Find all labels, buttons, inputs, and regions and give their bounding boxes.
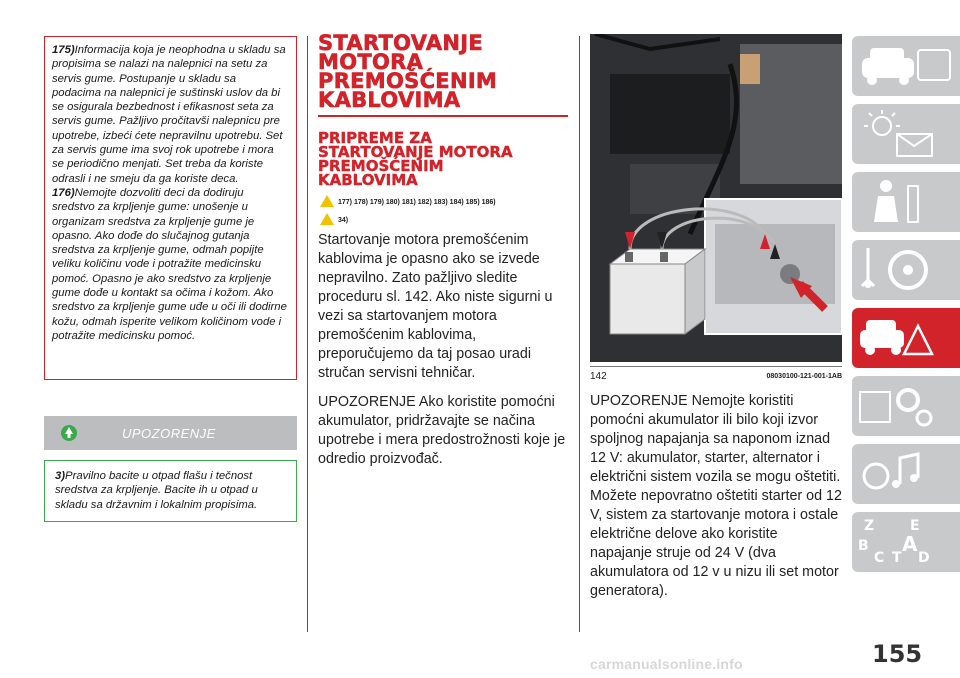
left-column (44, 36, 297, 522)
tab-starting-driving[interactable] (852, 240, 960, 300)
index-letter: B (858, 538, 869, 554)
warning-refs-text: 177) 178) 179) 180) 181) 182) 183) 184) 185) 186) (338, 199, 496, 206)
warning-triangle-icon (320, 195, 334, 207)
index-letter: D (918, 550, 930, 566)
tab-maintenance[interactable] (852, 376, 960, 436)
index-letter: Z (864, 518, 875, 534)
tab-warning-lights[interactable] (852, 104, 960, 164)
title-rule (318, 115, 568, 117)
jump-start-figure (590, 34, 842, 362)
note-3-text: Pravilno bacite u otpad flašu i tečnost sredstva za krpljenje. Bacite ih u otpad u skladu sa državnim i lokalnim propisima. (55, 470, 258, 511)
subsection-title-line: KABLOVIMA (318, 171, 418, 189)
maintenance-gear-icon (852, 376, 960, 436)
index-letter: C (874, 550, 885, 566)
environment-warning-title: UPOZORENJE (122, 426, 216, 441)
index-letter: E (910, 518, 920, 534)
column-divider-2 (579, 36, 580, 632)
tab-safety[interactable] (852, 172, 960, 232)
page-number: 155 (872, 640, 923, 668)
note-175-number: 175) (52, 44, 75, 56)
subsection-title (318, 131, 568, 187)
tab-multimedia[interactable] (852, 444, 960, 504)
car-dashboard-icon (852, 36, 960, 96)
subsection-title-line: STARTOVANJE MOTORA (318, 143, 513, 161)
paragraph-procedure: Startovanje motora premošćenim kablovima je opasno ako se izvede nepravilno. Zato pažljivo sledite proceduru sl. 142. Ako niste sigurni u vezi sa startovanjem motora premošćenim kablovima, preporučujemo da taj posao uradi stručan servisni tehničar. (318, 232, 553, 381)
steering-wheel-key-icon (852, 240, 960, 300)
tab-emergency[interactable] (852, 308, 960, 368)
index-letter: T (892, 550, 902, 566)
warning-lights-icon (852, 104, 960, 164)
index-letter: A (902, 532, 918, 556)
section-title-line: MOTORA (318, 50, 424, 74)
section-title-line: PREMOŠĆENIM (318, 69, 498, 93)
middle-column (318, 31, 568, 469)
safety-warning-box (44, 36, 297, 380)
figure-caption (590, 366, 842, 382)
safety-airbag-icon (852, 172, 960, 232)
car-breakdown-icon (852, 308, 960, 368)
subsection-title-line: PREMOŠĆENIM (318, 157, 444, 175)
right-column (590, 34, 842, 601)
warning-refs-text: 34) (338, 217, 349, 224)
section-title (318, 31, 568, 112)
tab-index[interactable] (852, 512, 960, 572)
chapter-tabs (852, 36, 960, 580)
environment-warning-header (44, 416, 297, 450)
warning-triangle-icon (320, 213, 334, 225)
warning-refs-2 (320, 213, 568, 225)
column-divider-1 (307, 36, 308, 632)
warning-refs-1 (320, 195, 568, 207)
figure-number: 142 (590, 371, 607, 382)
watermark: carmanualsonline.info (590, 656, 743, 672)
note-175-text: Informacija koja je neophodna u skladu sa propisima se nalazi na nalepnici na setu za servis gume. Postupanje u skladu sa podacima na nalepnici je suštinski uslov da bi se osigurala bezbednost i efikasnost seta za servis gume. Pažljivo pročitavši nalepnicu pre upotrebe, izbeći ćete nepravilnu upotrebu. Set za servis gume ima svoj rok upotrebe i mora se periodično menjati. Set treba da koriste odrasli i ne smeju da ga koriste deca. (52, 44, 286, 185)
paragraph-warning-auxiliary-battery: UPOZORENJE Ako koristite pomoćni akumulator, pridržavajte se načina upotrebe i mera predostrožnosti koje je odredio proizvođač. (318, 394, 566, 467)
section-title-line: STARTOVANJE (318, 31, 484, 55)
note-176-text: Nemojte dozvoliti deci da dodiruju sredstvo za krpljenje gume: unošenje u organizam sredstva za krpljenje gume je opasno. Ako dođe do slučajnog gutanja sredstva za krpljenje gume, odmah popijte veliku količinu vode i potražite medicinsku pomoć. Opasno je ako sredstvo za krpljenje gume dođe u kontakt sa očima i kožom. Ako sredstvo za krpljenje gume uđe u oči ili dodirne kožu, odmah isperite velikom količinom vode i potražite medicinsku pomoć. (52, 186, 287, 342)
figure-code: 08030100-121-001-1AB (766, 373, 842, 380)
note-3-number: 3) (55, 470, 66, 482)
section-title-line: KABLOVIMA (318, 88, 461, 112)
subsection-title-line: PRIPREME ZA (318, 129, 432, 147)
environment-warning-box (44, 460, 297, 522)
multimedia-icon (852, 444, 960, 504)
note-176-number: 176) (52, 186, 75, 199)
paragraph-voltage-warning: UPOZORENJE Nemojte koristiti pomoćni akumulator ili bilo koji izvor spoljnog napajanja sa naponom iznad 12 V: akumulator, starter, alternator i električni sistem vozila se mogu oštetiti. Možete nepovratno oštetiti starter od 12 V, sistem za startovanje motora i ostale električne delove ako koristite napajanje struje od 24 V (dva akumulatora od 12 v u nizu ili set motor generatora). (590, 393, 842, 599)
tree-icon (61, 425, 77, 441)
tab-car-dashboard[interactable] (852, 36, 960, 96)
